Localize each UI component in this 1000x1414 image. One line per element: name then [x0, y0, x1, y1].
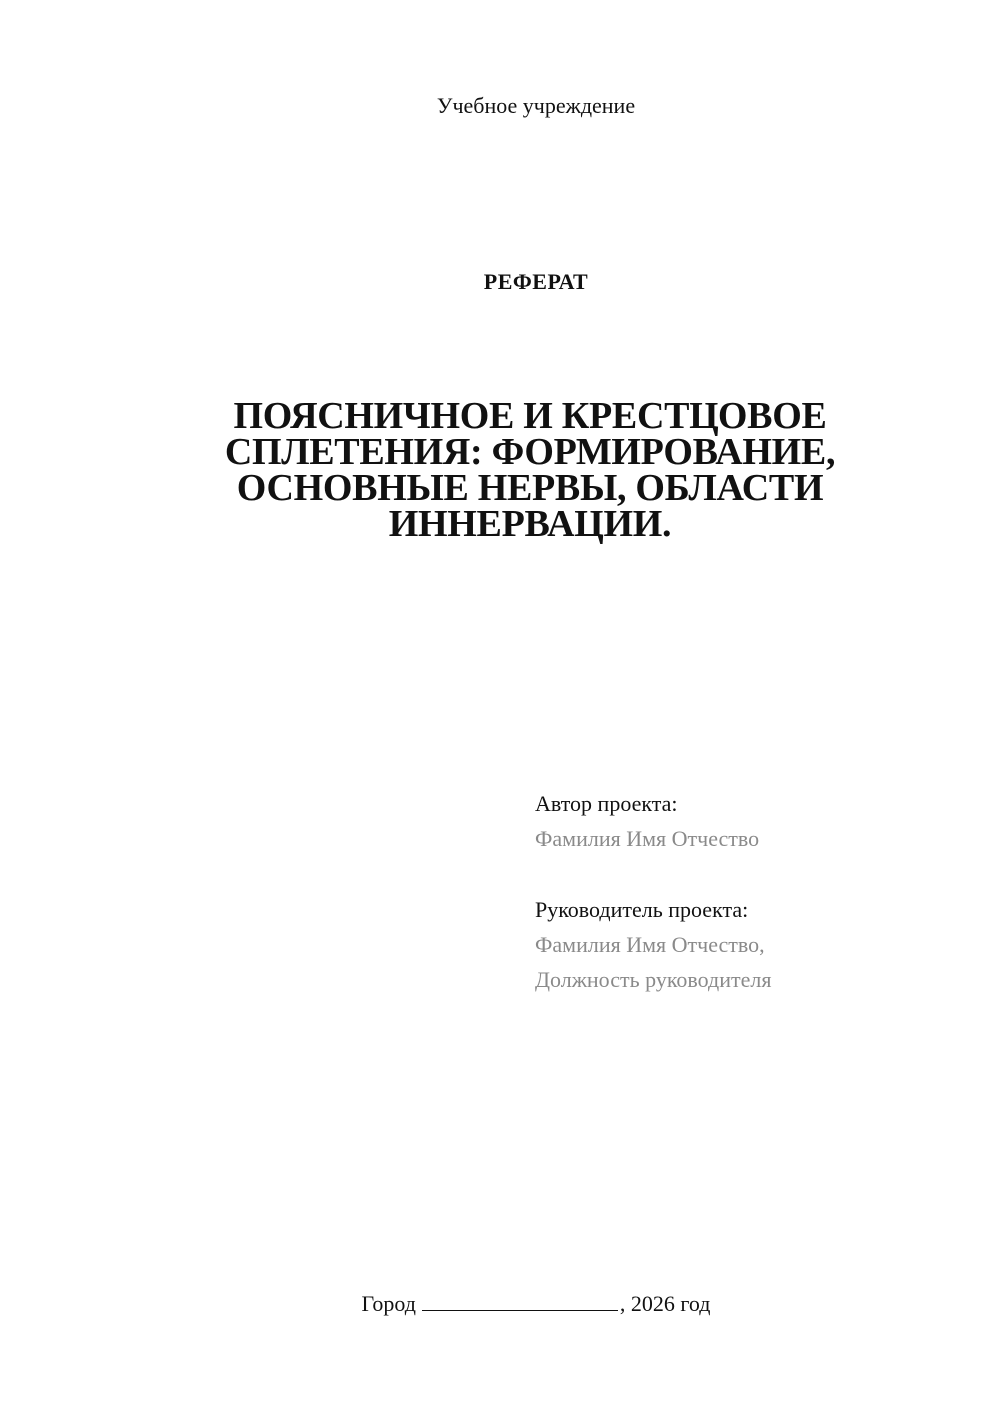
year-text: , 2026 год	[619, 1291, 711, 1316]
title-line: ПОЯСНИЧНОЕ И КРЕСТЦОВОЕ	[233, 395, 827, 437]
author-name: Фамилия Имя Отчество	[535, 826, 760, 851]
supervisor-name: Фамилия Имя Отчество,	[535, 932, 765, 957]
supervisor-position: Должность руководителя	[535, 967, 772, 992]
author-block	[535, 786, 955, 856]
supervisor-label: Руководитель проекта:	[535, 897, 749, 922]
title-line: ИННЕРВАЦИИ.	[388, 503, 672, 545]
title-line: СПЛЕТЕНИЯ: ФОРМИРОВАНИЕ,	[224, 431, 836, 473]
document-type: РЕФЕРАТ	[483, 269, 589, 294]
institution-name: Учебное учреждение	[436, 93, 636, 118]
supervisor-block	[535, 892, 955, 997]
footer-city-year	[0, 1288, 1000, 1320]
city-blank-line	[422, 1288, 618, 1311]
author-label: Автор проекта:	[535, 791, 678, 816]
city-label: Город	[361, 1291, 416, 1316]
title-line: ОСНОВНЫЕ НЕРВЫ, ОБЛАСТИ	[236, 467, 824, 509]
document-title	[200, 395, 860, 545]
